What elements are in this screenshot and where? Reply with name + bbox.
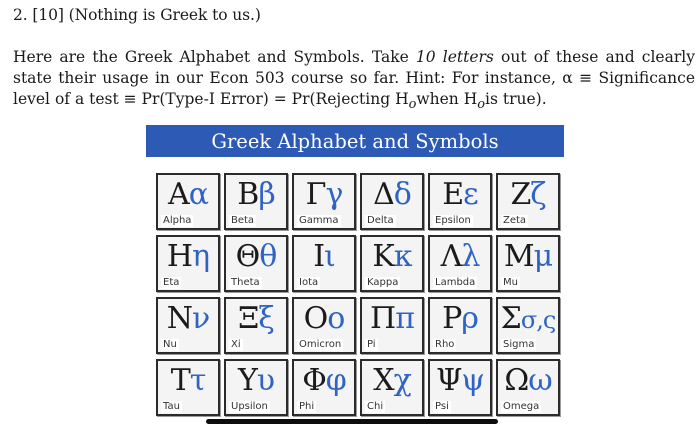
lowercase-letter: τ (189, 363, 206, 398)
greek-table-title: Greek Alphabet and Symbols (146, 125, 564, 157)
letter-name: Nu (163, 339, 177, 350)
lowercase-letter: υ (256, 363, 275, 398)
letter-name: Psi (435, 401, 449, 412)
uppercase-letter: Υ (237, 363, 257, 398)
lowercase-letter: δ (393, 177, 411, 212)
letter-glyphs (430, 301, 490, 337)
subscript-o: o (477, 97, 486, 113)
letter-name: Beta (231, 215, 255, 226)
greek-letter-card (496, 297, 560, 354)
lowercase-letter: ξ (258, 301, 274, 336)
letter-name: Xi (231, 339, 241, 350)
lowercase-letter: λ (461, 239, 480, 274)
uppercase-letter: Η (166, 239, 193, 274)
subscript-o: o (408, 97, 417, 113)
letter-name: Eta (163, 277, 180, 288)
lowercase-letter: κ (393, 239, 412, 274)
greek-letter-card (360, 297, 424, 354)
greek-letter-card (156, 235, 220, 292)
uppercase-letter: Β (237, 177, 259, 212)
letter-glyphs (226, 301, 286, 337)
letter-name: Kappa (367, 277, 399, 288)
letter-glyphs (158, 239, 218, 275)
uppercase-letter: Φ (302, 363, 326, 398)
letter-name: Iota (299, 277, 319, 288)
letter-name: Pi (367, 339, 376, 350)
greek-letter-card (224, 235, 288, 292)
letter-glyphs (226, 363, 286, 399)
uppercase-letter: Σ (500, 301, 521, 336)
problem-text (13, 47, 695, 115)
greek-letter-card (292, 235, 356, 292)
greek-letter-card (360, 173, 424, 230)
greek-letter-card (224, 359, 288, 416)
greek-letter-card (156, 359, 220, 416)
letter-glyphs (226, 239, 286, 275)
lowercase-letter: ν (192, 301, 210, 336)
letter-name: Omicron (299, 339, 342, 350)
lowercase-letter: χ (393, 363, 411, 398)
emphasis-text: 10 letters (415, 48, 494, 66)
lowercase-letter: ψ (461, 363, 484, 398)
uppercase-letter: Ψ (436, 363, 462, 398)
letter-name: Upsilon (231, 401, 268, 412)
text-part-1: Here are the Greek Alphabet and Symbols. Take (13, 48, 416, 66)
lowercase-letter: σ,ς (520, 306, 556, 334)
lowercase-letter: γ (325, 177, 343, 212)
letter-glyphs (498, 177, 558, 213)
greek-letter-card (156, 297, 220, 354)
greek-letter-card (360, 359, 424, 416)
greek-letter-grid (156, 173, 560, 416)
letter-name: Sigma (503, 339, 535, 350)
uppercase-letter: Κ (372, 239, 394, 274)
letter-glyphs (158, 177, 218, 213)
letter-name: Tau (163, 401, 180, 412)
text-part-2: out of these and clearly state their usage in our Econ 503 course so far. Hint: For instance, α ≡ Significance level of a test ≡ Pr(Type-I Error) = Pr(Rejecting H (13, 48, 695, 108)
letter-glyphs (226, 177, 286, 213)
lowercase-letter: ω (528, 363, 552, 398)
lowercase-letter: μ (533, 239, 553, 274)
greek-letter-card (428, 235, 492, 292)
letter-name: Rho (435, 339, 455, 350)
uppercase-letter: Ο (303, 301, 328, 336)
uppercase-letter: Π (370, 301, 396, 336)
uppercase-letter: Ξ (238, 301, 259, 336)
letter-name: Mu (503, 277, 518, 288)
letter-name: Alpha (163, 215, 192, 226)
letter-name: Lambda (435, 277, 476, 288)
letter-name: Gamma (299, 215, 339, 226)
letter-glyphs (498, 301, 558, 338)
lowercase-letter: α (188, 177, 208, 212)
lowercase-letter: β (258, 177, 275, 212)
greek-letter-card (428, 297, 492, 354)
lowercase-letter: ρ (461, 301, 478, 336)
uppercase-letter: Χ (373, 363, 394, 398)
lowercase-letter: ζ (530, 177, 546, 212)
letter-glyphs (430, 239, 490, 275)
letter-glyphs (362, 177, 422, 213)
uppercase-letter: Ε (442, 177, 464, 212)
uppercase-letter: Θ (235, 239, 260, 274)
greek-letter-card (292, 359, 356, 416)
letter-glyphs (362, 239, 422, 275)
greek-letter-card (428, 173, 492, 230)
uppercase-letter: Ρ (442, 301, 462, 336)
letter-glyphs (362, 363, 422, 399)
lowercase-letter: ο (327, 301, 345, 336)
uppercase-letter: Ζ (510, 177, 531, 212)
uppercase-letter: Τ (170, 363, 190, 398)
letter-glyphs (294, 239, 354, 275)
lowercase-letter: ι (324, 239, 335, 274)
uppercase-letter: Μ (503, 239, 534, 274)
text-part-4: is true). (485, 90, 547, 108)
letter-glyphs (294, 301, 354, 337)
letter-glyphs (294, 363, 354, 399)
problem-heading: 2. [10] (Nothing is Greek to us.) (13, 6, 261, 24)
letter-glyphs (294, 177, 354, 213)
lowercase-letter: π (395, 301, 414, 336)
letter-name: Zeta (503, 215, 527, 226)
uppercase-letter: Λ (440, 239, 462, 274)
lowercase-letter: φ (325, 363, 346, 398)
greek-letter-card (156, 173, 220, 230)
letter-name: Chi (367, 401, 384, 412)
letter-name: Epsilon (435, 215, 471, 226)
greek-letter-card (496, 359, 560, 416)
uppercase-letter: Ν (166, 301, 192, 336)
letter-glyphs (158, 301, 218, 337)
uppercase-letter: Α (168, 177, 189, 212)
letter-name: Omega (503, 401, 540, 412)
lowercase-letter: η (192, 239, 210, 274)
lowercase-letter: θ (259, 239, 277, 274)
letter-name: Phi (299, 401, 315, 412)
uppercase-letter: Ω (504, 363, 529, 398)
greek-letter-card (292, 173, 356, 230)
letter-glyphs (362, 301, 422, 337)
letter-glyphs (430, 363, 490, 399)
letter-name: Delta (367, 215, 394, 226)
uppercase-letter: Δ (373, 177, 394, 212)
greek-letter-card (428, 359, 492, 416)
greek-letter-card (496, 235, 560, 292)
letter-glyphs (498, 363, 558, 399)
letter-glyphs (430, 177, 490, 213)
greek-letter-card (496, 173, 560, 230)
uppercase-letter: Ι (313, 239, 325, 274)
greek-letter-card (360, 235, 424, 292)
greek-letter-card (224, 297, 288, 354)
letter-name: Theta (231, 277, 260, 288)
home-indicator[interactable] (206, 419, 498, 424)
greek-letter-card (224, 173, 288, 230)
letter-glyphs (158, 363, 218, 399)
greek-letter-card (292, 297, 356, 354)
letter-glyphs (498, 239, 558, 275)
text-part-3: when H (416, 90, 478, 108)
lowercase-letter: ε (463, 177, 478, 212)
uppercase-letter: Γ (305, 177, 326, 212)
